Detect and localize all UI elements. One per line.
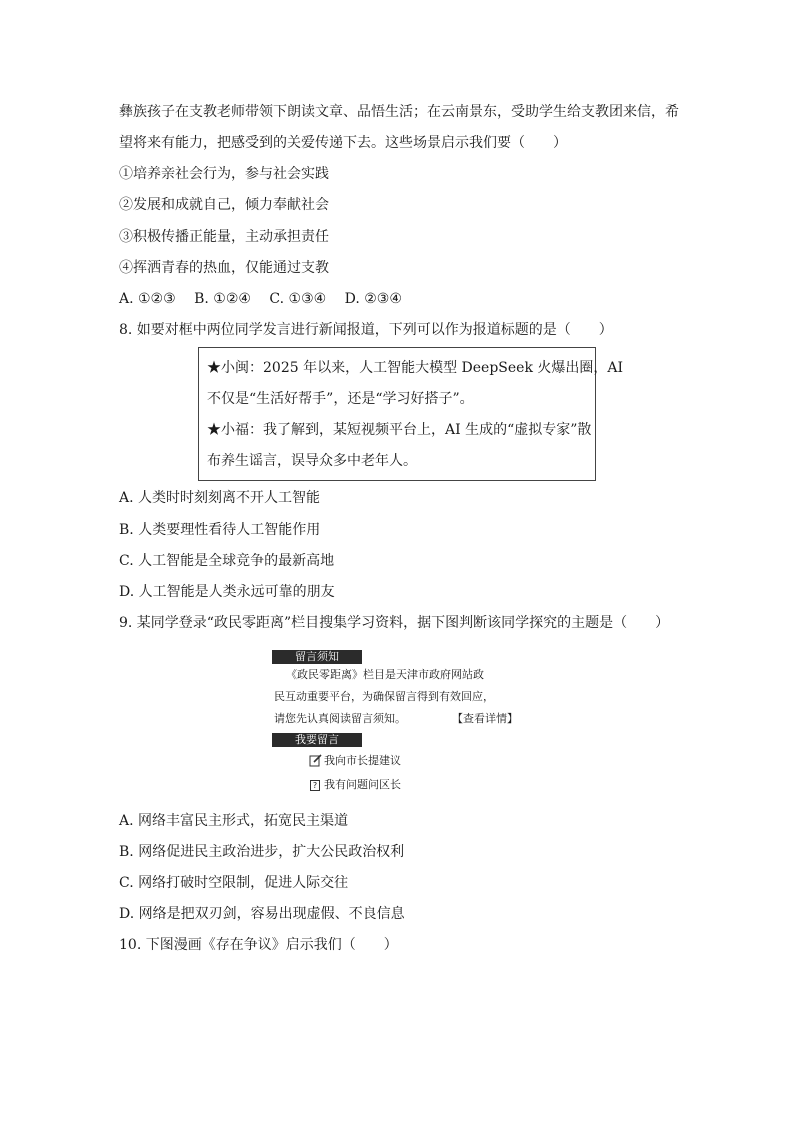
notice-text-line2: 民互动重要平台，为确保留言得到有效回应， bbox=[274, 690, 494, 703]
q9-option-b: B. 网络促进民主政治进步，扩大公民政治权利 bbox=[119, 844, 405, 860]
q7-choices: A. ①②③ B. ①②④ C. ①③④ D. ②③④ bbox=[119, 291, 402, 307]
q9-stem: 9. 某同学登录“政民零距离”栏目搜集学习资料，据下图判断该同学探究的主题是（ ） bbox=[119, 615, 670, 631]
q8-option-a: A. 人类时时刻刻离不开人工智能 bbox=[119, 490, 321, 506]
q7-statement-1: ①培养亲社会行为，参与社会实践 bbox=[119, 166, 329, 182]
q7-stem-line1: 彝族孩子在支教老师带领下朗读文章、品悟生活；在云南景东，受助学生给支教团来信，希 bbox=[119, 104, 679, 120]
q7-stem-line2: 望将来有能力，把感受到的关爱传递下去。这些场景启示我们要（ ） bbox=[119, 135, 567, 151]
q10-stem: 10. 下图漫画《存在争议》启示我们（ ） bbox=[119, 937, 398, 953]
q9-website-figure bbox=[272, 650, 532, 800]
q8-option-c: C. 人工智能是全球竞争的最新高地 bbox=[119, 553, 335, 569]
q8-box-line3: ★小福：我了解到，某短视频平台上，AI 生成的“虚拟专家”散 bbox=[207, 422, 592, 438]
question-icon: ? bbox=[310, 780, 320, 791]
q7-statement-3: ③积极传播正能量，主动承担责任 bbox=[119, 229, 329, 245]
q8-box-line2: 不仅是“生活好帮手”，还是“学习好搭子”。 bbox=[207, 391, 474, 407]
q8-box-line4: 布养生谣言，误导众多中老年人。 bbox=[207, 453, 417, 469]
notice-text-line1: 《政民零距离》栏目是天津市政府网站政 bbox=[286, 668, 484, 681]
q8-box-line1: ★小闽：2025 年以来，人工智能大模型 DeepSeek 火爆出圈，AI bbox=[207, 360, 624, 376]
notice-text-line3: 请您先认真阅读留言须知。 bbox=[274, 712, 406, 725]
q9-option-a: A. 网络丰富民主形式，拓宽民主渠道 bbox=[119, 813, 349, 829]
edit-icon bbox=[309, 754, 322, 767]
q8-stem: 8. 如要对框中两位同学发言进行新闻报道，下列可以作为报道标题的是（ ） bbox=[119, 322, 613, 338]
view-details-link[interactable]: 【查看详情】 bbox=[452, 712, 518, 725]
q9-option-c: C. 网络打破时空限制，促进人际交往 bbox=[119, 875, 349, 891]
q8-option-d: D. 人工智能是人类永远可靠的朋友 bbox=[119, 584, 335, 600]
item-suggest-mayor-label: 我向市长提建议 bbox=[324, 754, 401, 767]
q8-quote-box bbox=[198, 347, 624, 481]
item-ask-district-head-label: 我有问题问区长 bbox=[324, 778, 401, 791]
q9-option-d: D. 网络是把双刃剑，容易出现虚假、不良信息 bbox=[119, 906, 405, 922]
notice-title-bar: 留言须知 bbox=[272, 650, 362, 664]
post-message-title-bar: 我要留言 bbox=[272, 733, 362, 747]
q7-statement-2: ②发展和成就自己，倾力奉献社会 bbox=[119, 197, 329, 213]
q8-option-b: B. 人类要理性看待人工智能作用 bbox=[119, 522, 321, 538]
q7-statement-4: ④挥洒青春的热血，仅能通过支教 bbox=[119, 260, 329, 276]
